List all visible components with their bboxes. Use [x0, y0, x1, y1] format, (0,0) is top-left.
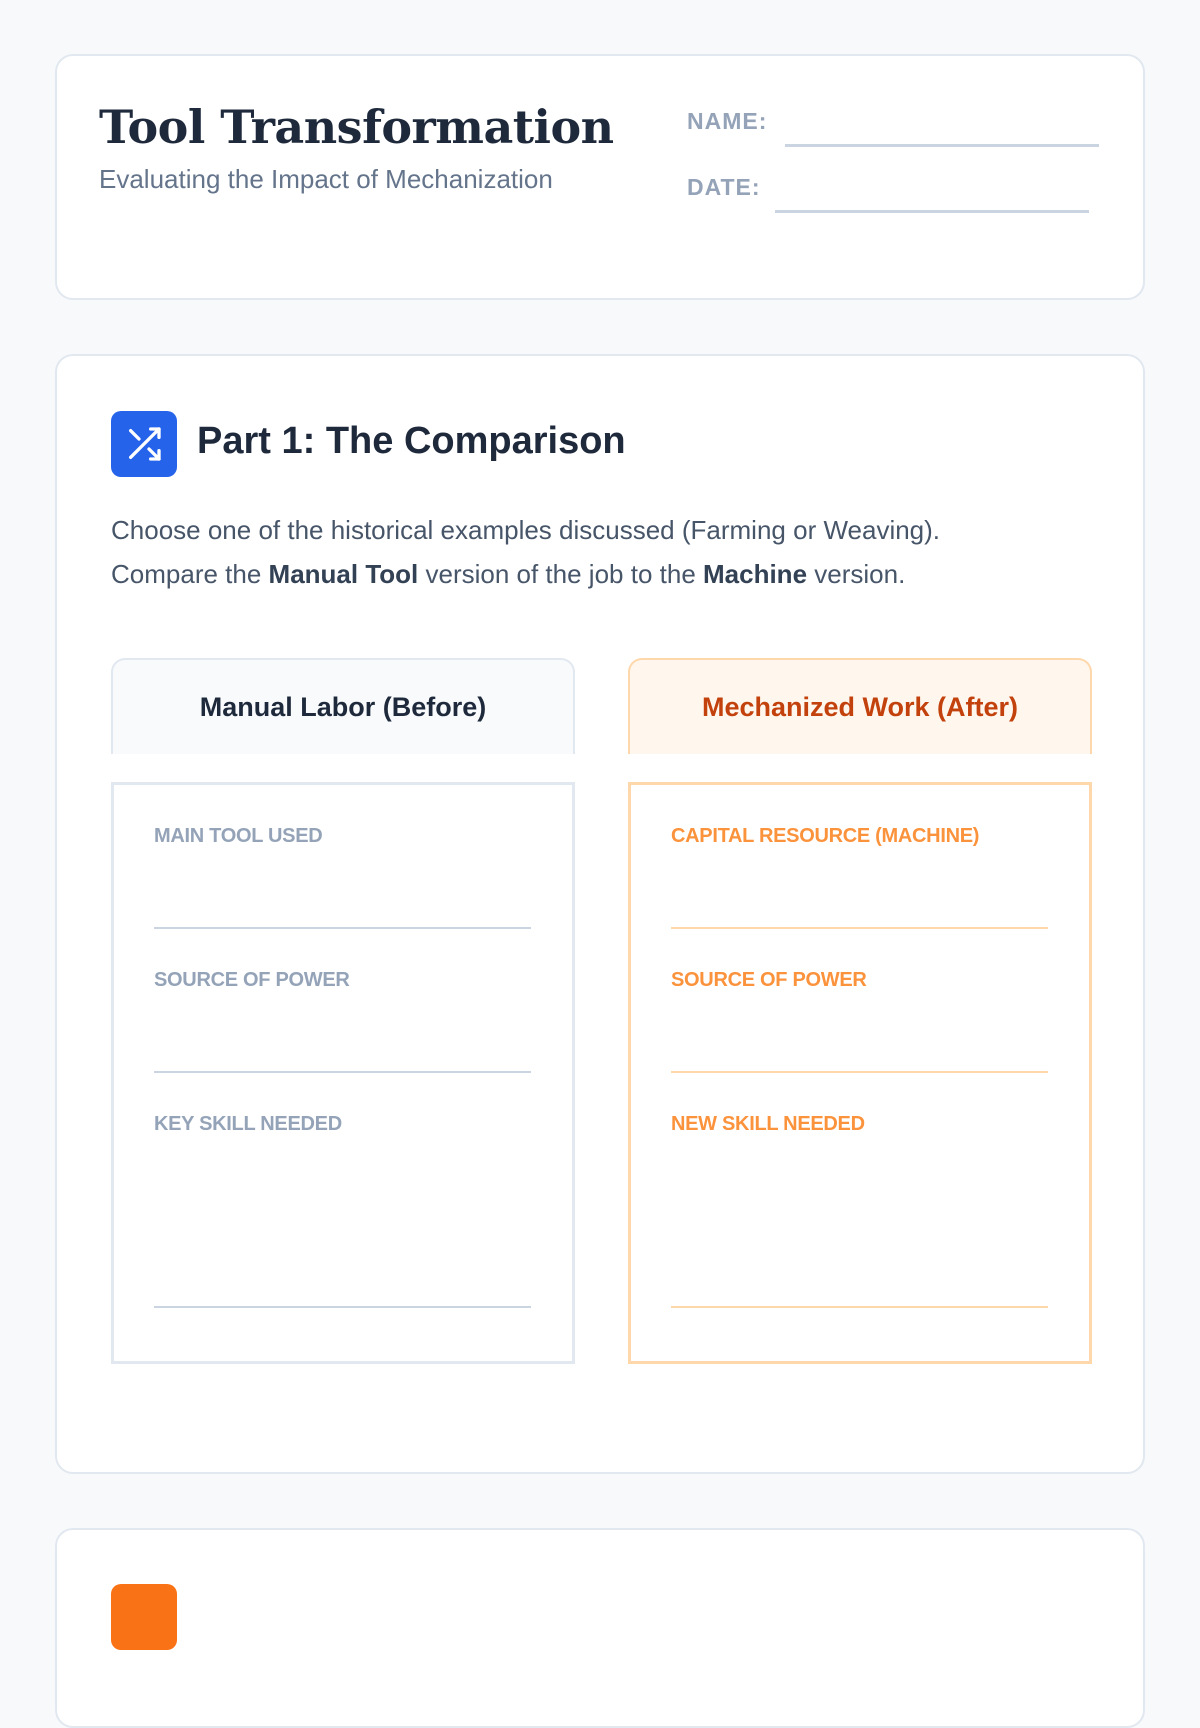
manual-column-box — [111, 782, 575, 1364]
part2-card — [55, 1528, 1145, 1728]
instruction-line-1: Choose one of the historical examples discussed (Farming or Weaving). — [111, 515, 941, 545]
part1-card — [55, 354, 1145, 1474]
manual-tool-answer-line[interactable] — [154, 927, 531, 929]
worksheet-title: Tool Transformation — [99, 100, 614, 154]
part1-instructions — [111, 508, 1111, 596]
manual-column-heading: Manual Labor (Before) — [111, 658, 575, 754]
header-card — [55, 54, 1145, 300]
emphasis-machine: Machine — [703, 559, 808, 589]
worksheet-subtitle: Evaluating the Impact of Mechanization — [99, 164, 553, 194]
manual-field-label: KEY SKILL NEEDED — [154, 1113, 342, 1135]
mechanized-column-heading: Mechanized Work (After) — [628, 658, 1092, 754]
name-field[interactable] — [785, 144, 1099, 147]
section-icon — [111, 1584, 177, 1650]
mechanized-machine-answer-line[interactable] — [671, 927, 1048, 929]
shuffle-icon — [111, 411, 177, 477]
manual-power-answer-line[interactable] — [154, 1071, 531, 1073]
manual-field-label: MAIN TOOL USED — [154, 825, 323, 847]
mechanized-power-answer-line[interactable] — [671, 1071, 1048, 1073]
instruction-line-2: Compare the Manual Tool version of the job to the Machine version. — [111, 559, 906, 589]
mechanized-column-box — [628, 782, 1092, 1364]
manual-field-label: SOURCE OF POWER — [154, 969, 350, 991]
name-label: NAME: — [687, 108, 768, 134]
date-field[interactable] — [775, 210, 1089, 213]
date-label: DATE: — [687, 174, 761, 200]
part1-title: Part 1: The Comparison — [197, 420, 626, 462]
mechanized-field-label: CAPITAL RESOURCE (MACHINE) — [671, 825, 980, 847]
mechanized-skill-answer-line[interactable] — [671, 1306, 1048, 1308]
mechanized-field-label: NEW SKILL NEEDED — [671, 1113, 865, 1135]
emphasis-manual-tool: Manual Tool — [268, 559, 419, 589]
manual-skill-answer-line[interactable] — [154, 1306, 531, 1308]
mechanized-field-label: SOURCE OF POWER — [671, 969, 867, 991]
